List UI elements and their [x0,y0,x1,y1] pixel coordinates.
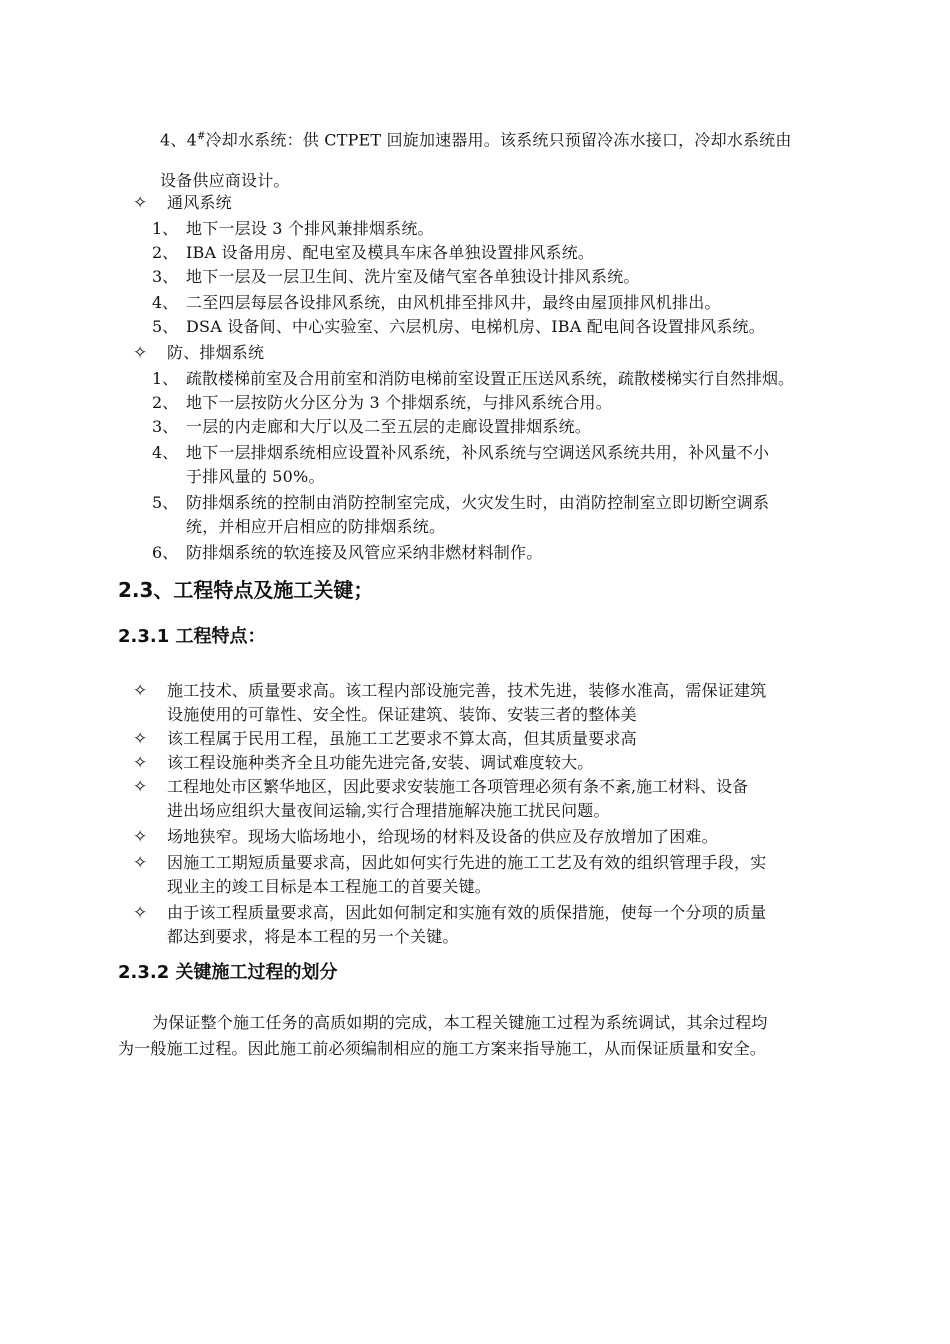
list-number: 4、 [152,443,179,462]
list-item: 防排烟系统的软连接及风管应采纳非燃材料制作。 [186,543,543,562]
section-2-3-heading: 2.3、工程特点及施工关键； [118,578,374,602]
list-item: IBA 设备用房、配电室及模具车床各单独设置排风系统。 [186,243,595,262]
list-number: 4、 [152,293,179,312]
list-number: 3、 [152,267,179,286]
diamond-bullet-icon: ✧ [133,903,148,923]
section-2-3-1-heading: 2.3.1 工程特点： [118,626,266,647]
list-item: 地下一层排烟系统相应设置补风系统，补风系统与空调送风系统共用，补风量不小 [186,443,770,462]
feature-bullet: 由于该工程质量要求高，因此如何制定和实施有效的质保措施，使每一个分项的质量 [167,903,767,922]
feature-bullet: 场地狭窄。现场大临场地小，给现场的材料及设备的供应及存放增加了困难。 [167,827,718,846]
body-paragraph-cont: 为一般施工过程。因此施工前必须编制相应的施工方案来指导施工，从而保证质量和安全。 [118,1039,767,1058]
feature-bullet-cont: 都达到要求，将是本工程的另一个关键。 [167,927,459,946]
list-item: 一层的内走廊和大厅以及二至五层的走廊设置排烟系统。 [186,417,592,436]
list-item: 地下一层设 3 个排风兼排烟系统。 [186,219,434,238]
feature-bullet-cont: 设施使用的可靠性、安全性。保证建筑、装饰、安装三者的整体美 [167,705,637,724]
cooling-water-item-cont: 设备供应商设计。 [160,171,290,190]
list-item: DSA 设备间、中心实验室、六层机房、电梯机房、IBA 配电间各设置排风系统。 [186,317,765,336]
diamond-bullet-icon: ✧ [133,729,148,749]
diamond-bullet-icon: ✧ [133,753,148,773]
feature-bullet: 该工程设施种类齐全且功能先进完备,安装、调试难度较大。 [167,753,594,772]
list-number: 2、 [152,243,179,262]
diamond-bullet-icon: ✧ [133,853,148,873]
ventilation-heading: 通风系统 [167,193,232,212]
smoke-heading: 防、排烟系统 [167,343,265,362]
diamond-bullet-icon: ✧ [133,343,148,363]
body-paragraph: 为保证整个施工任务的高质如期的完成，本工程关键施工过程为系统调试，其余过程均 [152,1013,768,1032]
section-2-3-2-heading: 2.3.2 关键施工过程的划分 [118,962,338,983]
feature-bullet: 施工技术、质量要求高。该工程内部设施完善，技术先进，装修水准高，需保证建筑 [167,681,767,700]
list-item: 二至四层每层各设排风系统，由风机排至排风井，最终由屋顶排风机排出。 [186,293,721,312]
list-number: 1、 [152,369,179,388]
feature-bullet-cont: 进出场应组织大量夜间运输,实行合理措施解决施工扰民问题。 [167,801,610,820]
list-number: 1、 [152,219,179,238]
feature-bullet: 因施工工期短质量要求高，因此如何实行先进的施工工艺及有效的组织管理手段，实 [167,853,767,872]
list-item: 疏散楼梯前室及合用前室和消防电梯前室设置正压送风系统，疏散楼梯实行自然排烟。 [186,369,795,388]
feature-bullet-cont: 现业主的竣工目标是本工程施工的首要关键。 [167,877,492,896]
feature-bullet: 该工程属于民用工程，虽施工工艺要求不算太高，但其质量要求高 [167,729,637,748]
list-item-cont: 于排风量的 50%。 [186,467,325,486]
diamond-bullet-icon: ✧ [133,193,148,213]
list-number: 2、 [152,393,179,412]
cooling-water-item: 4、4#冷却水系统：供 CTPET 回旋加速器用。该系统只预留冷冻水接口，冷却水系统由 [160,130,792,150]
list-number: 6、 [152,543,179,562]
list-item: 防排烟系统的控制由消防控制室完成，火灾发生时，由消防控制室立即切断空调系 [186,493,770,512]
diamond-bullet-icon: ✧ [133,681,148,701]
list-item-cont: 统，并相应开启相应的防排烟系统。 [186,517,446,536]
diamond-bullet-icon: ✧ [133,827,148,847]
list-number: 5、 [152,493,179,512]
list-number: 5、 [152,317,179,336]
diamond-bullet-icon: ✧ [133,777,148,797]
list-item: 地下一层按防火分区分为 3 个排烟系统，与排风系统合用。 [186,393,612,412]
feature-bullet: 工程地处市区繁华地区，因此要求安装施工各项管理必须有条不紊,施工材料、设备 [167,777,749,796]
list-item: 地下一层及一层卫生间、洗片室及储气室各单独设计排风系统。 [186,267,640,286]
list-number: 3、 [152,417,179,436]
